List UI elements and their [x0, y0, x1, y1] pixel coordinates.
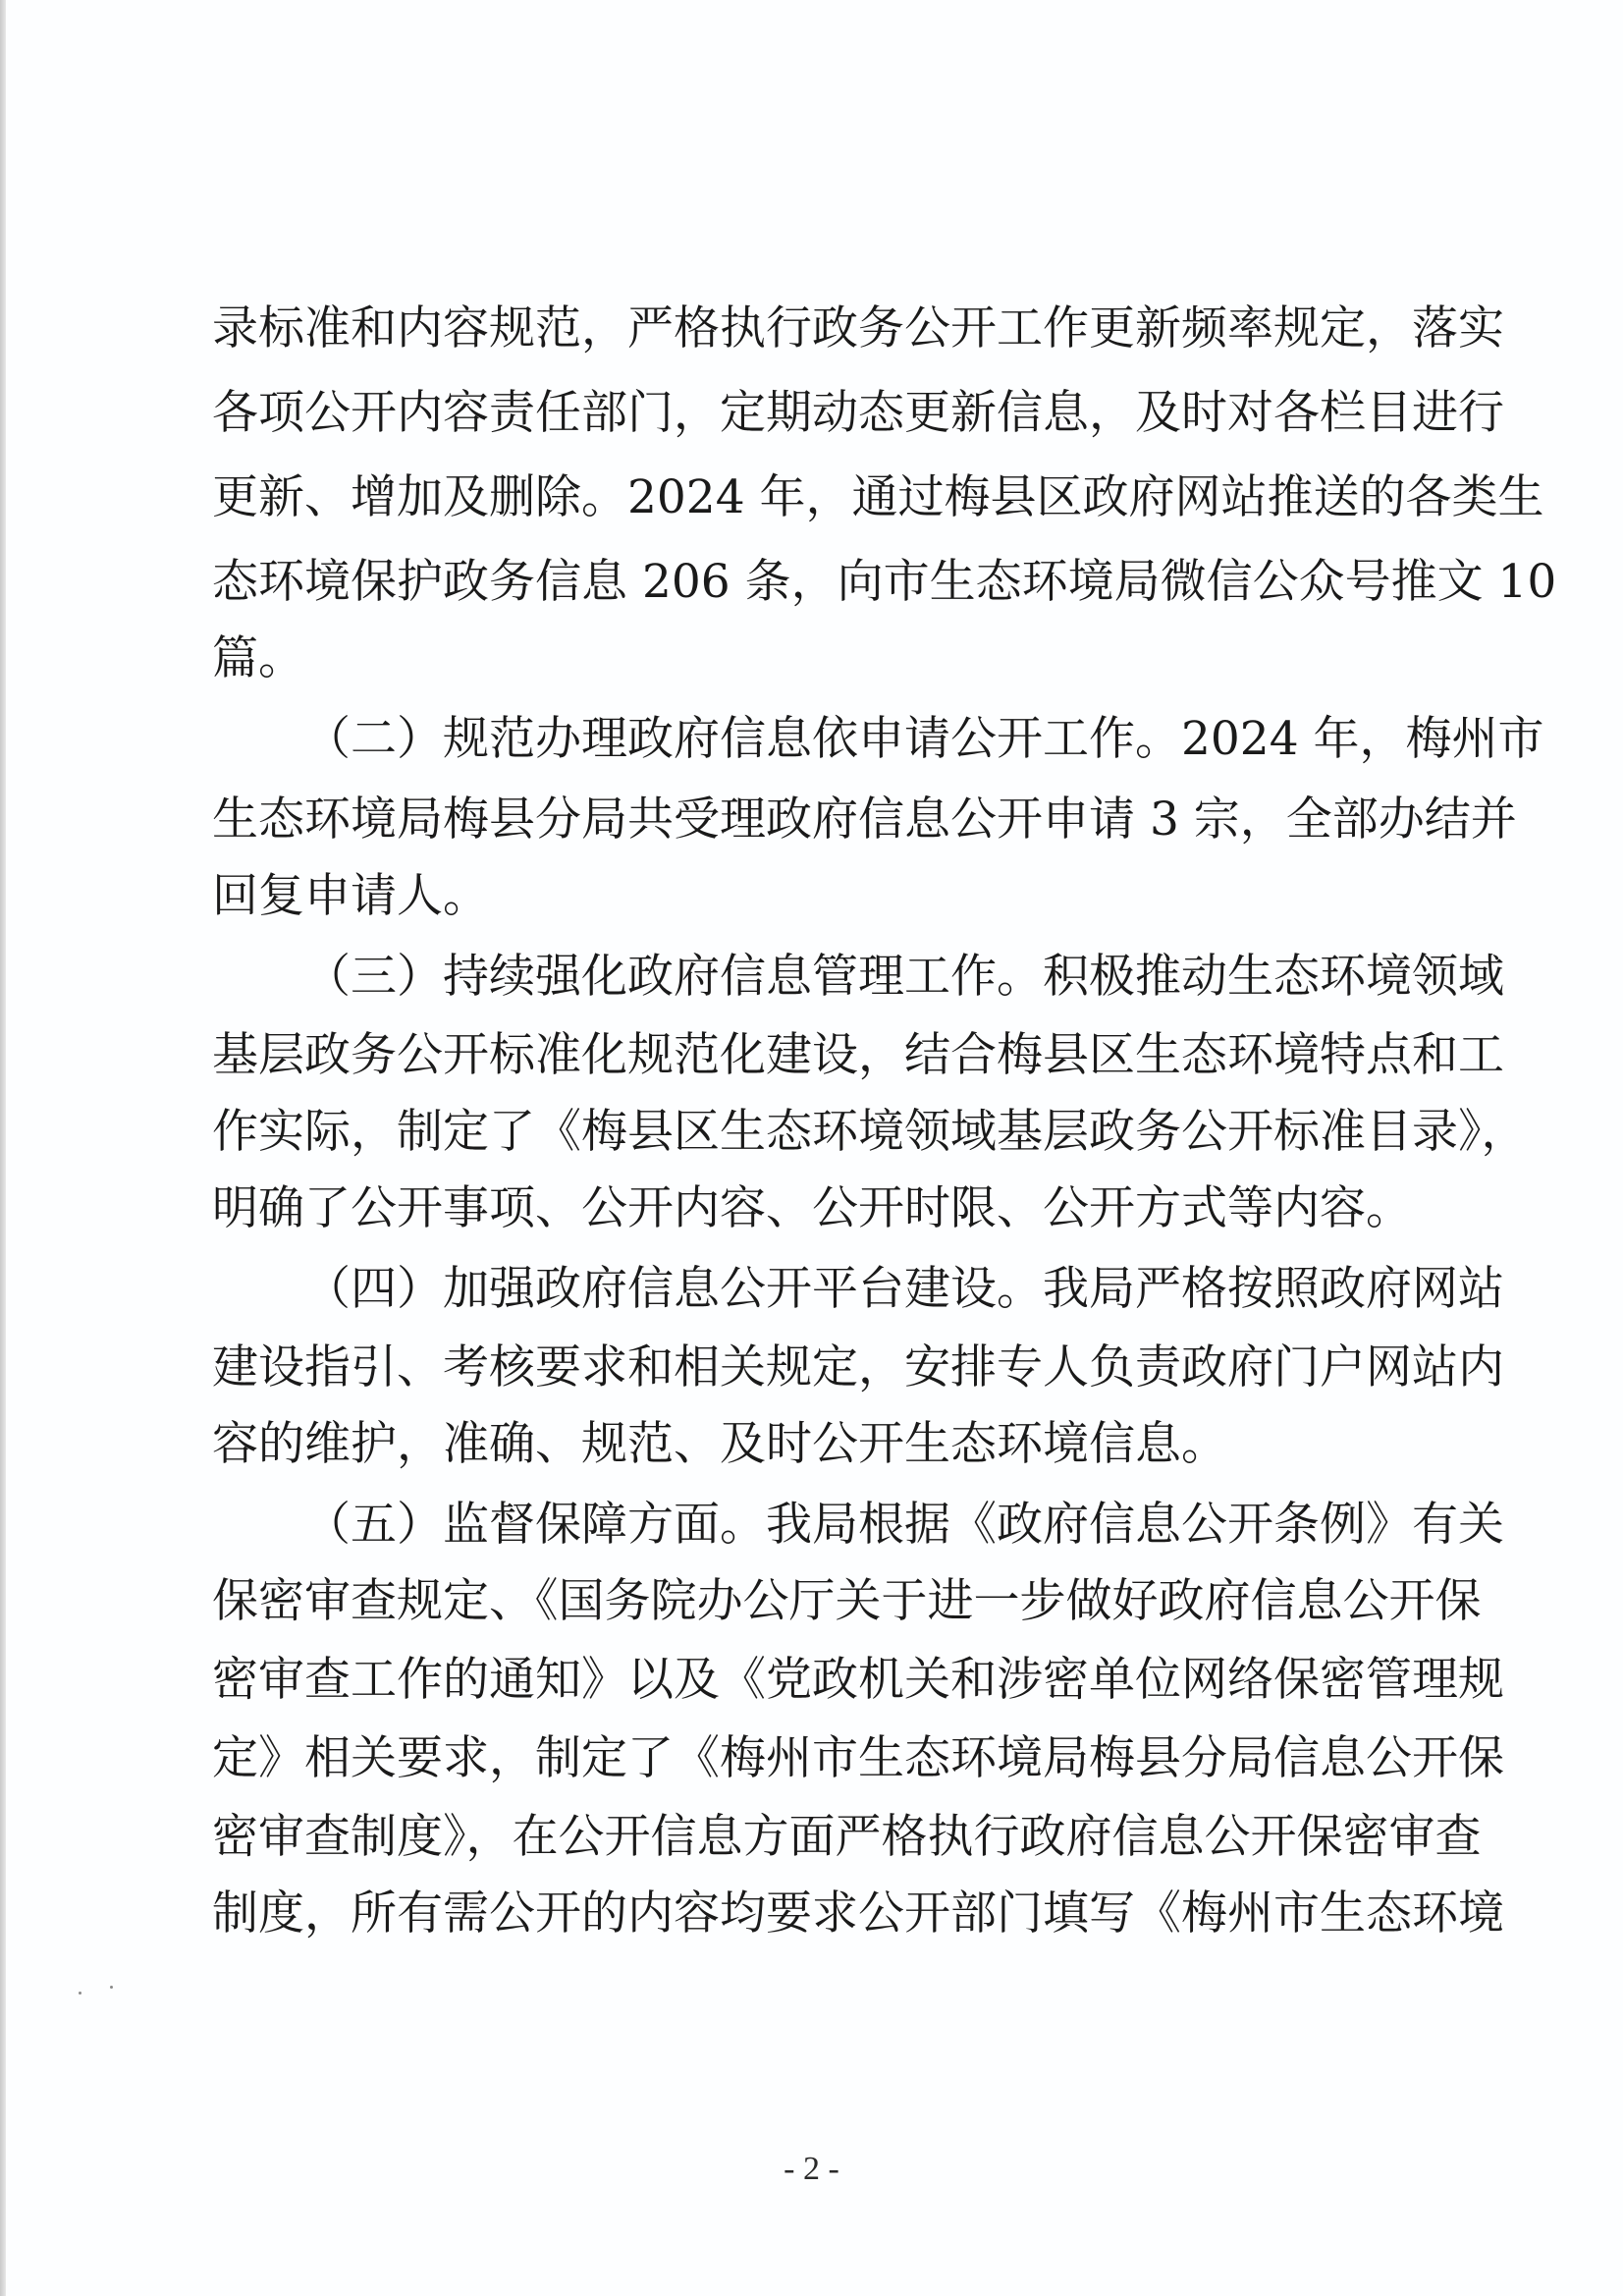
- text-line: 密审查制度》，在公开信息方面严格执行政府信息公开保密审查: [212, 1810, 1482, 1864]
- text-line: 更新、增加及删除。2024 年，通过梅县区政府网站推送的各类生: [212, 470, 1544, 524]
- text-line: 作实际，制定了《梅县区生态环境领域基层政务公开标准目录》，: [212, 1105, 1528, 1159]
- text-line: 明确了公开事项、公开内容、公开时限、公开方式等内容。: [212, 1181, 1412, 1235]
- text-line: 保密审查规定、《国务院办公厅关于进一步做好政府信息公开保: [212, 1574, 1482, 1628]
- section-heading-line: （五）监督保障方面。我局根据《政府信息公开条例》有关: [304, 1498, 1504, 1552]
- text-line: 定》相关要求，制定了《梅州市生态环境局梅县分局信息公开保: [212, 1731, 1504, 1785]
- section-heading-line: （四）加强政府信息公开平台建设。我局严格按照政府网站: [304, 1262, 1504, 1316]
- text-line: 生态环境局梅县分局共受理政府信息公开申请 3 宗，全部办结并: [212, 793, 1517, 847]
- text-line: 录标准和内容规范，严格执行政务公开工作更新频率规定，落实: [212, 301, 1504, 355]
- scan-speck: [79, 1992, 81, 1995]
- text-line: 密审查工作的通知》以及《党政机关和涉密单位网络保密管理规: [212, 1653, 1504, 1707]
- text-line: 建设指引、考核要求和相关规定，安排专人负责政府门户网站内: [212, 1340, 1504, 1394]
- section-heading-line: （二）规范办理政府信息依申请公开工作。2024 年，梅州市: [304, 712, 1544, 766]
- text-line: 容的维护，准确、规范、及时公开生态环境信息。: [212, 1417, 1227, 1471]
- text-line: 各项公开内容责任部门，定期动态更新信息，及时对各栏目进行: [212, 386, 1504, 440]
- text-line: 态环境保护政务信息 206 条，向市生态环境局微信公众号推文 10: [212, 555, 1557, 609]
- section-heading-line: （三）持续强化政府信息管理工作。积极推动生态环境领域: [304, 950, 1504, 1004]
- text-line: 基层政务公开标准化规范化建设，结合梅县区生态环境特点和工: [212, 1028, 1504, 1082]
- scan-edge: [0, 0, 6, 2296]
- text-line: 制度，所有需公开的内容均要求公开部门填写《梅州市生态环境: [212, 1886, 1504, 1941]
- text-line: 篇。: [212, 631, 304, 685]
- scan-speck: [110, 1986, 113, 1989]
- page-number: - 2 -: [784, 2151, 839, 2187]
- text-line: 回复申请人。: [212, 869, 489, 923]
